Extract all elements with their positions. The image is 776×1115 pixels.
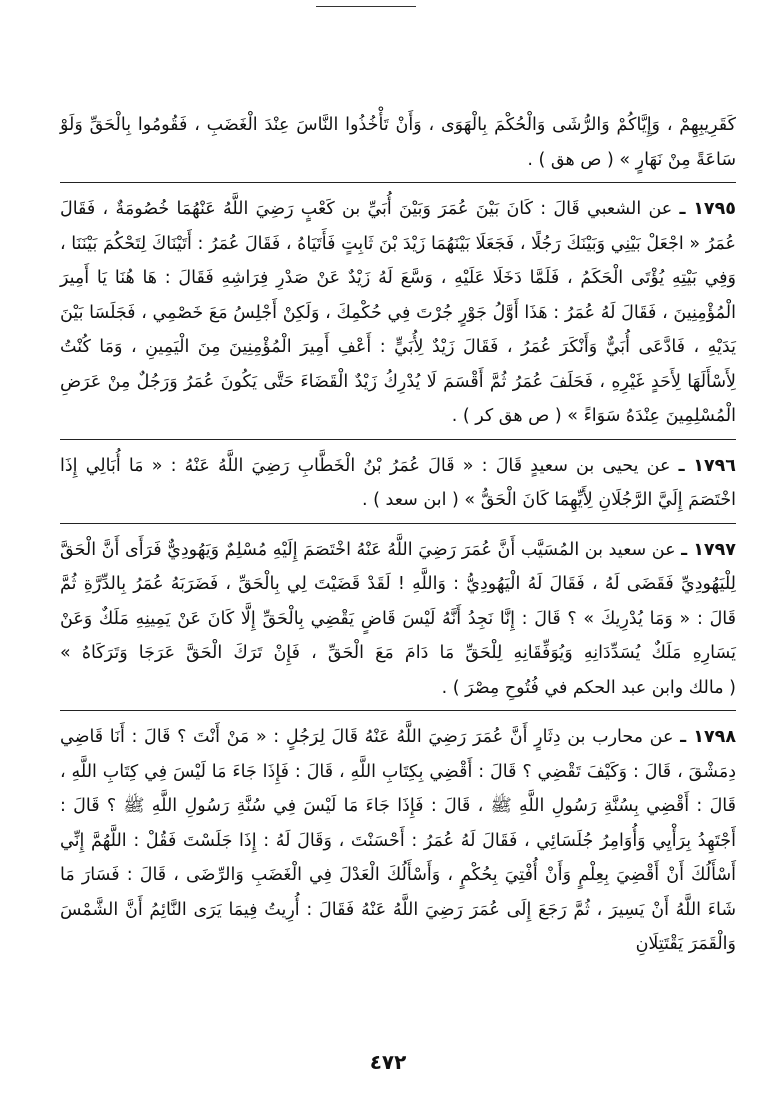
hadith-1797 bbox=[60, 533, 736, 706]
page-number: ٤٧٢ bbox=[369, 1050, 407, 1074]
source-citation: ( ابن سعد ) . bbox=[362, 490, 459, 510]
source-citation: ( مالك وابن عبد الحكم في فُتُوحِ مِصْرَ ) . bbox=[441, 677, 736, 698]
hadith-1798 bbox=[60, 720, 736, 962]
paragraph-text: عن محارب بن دِثَارٍ أَنَّ عُمَرَ رَضِيَ اللَّهُ عَنْهُ قَالَ لِرَجُلٍ : « مَنْ أَنْتَ ؟ قَالَ : أَنَا قَاضِي دِمَشْقَ ، قَالَ : وَكَيْفَ تَقْضِي ؟ قَالَ : أَقْضِي بِكِتَابِ اللَّهِ ، قَالَ : فَإِذَا جَاءَ مَا لَيْسَ فِي كِتَابِ اللَّهِ ، قَالَ : أَقْضِي بِسُنَّةِ رَسُولِ اللَّهِ ﷺ ، قَالَ : فَإِذَا جَاءَ مَا لَيْسَ فِي سُنَّةِ رَسُولِ اللَّهِ ﷺ ؟ قَالَ : أَجْتَهِدُ بِرَأْيِي وَأُوَامِرُ جُلَسَائِي ، فَقَالَ لَهُ عُمَرُ : أَحْسَنْتَ ، وَقَالَ لَهُ : إِذَا جَلَسْتَ فَقُلْ : اللَّهُمَّ إِنِّي أَسْأَلُكَ أَنْ أَقْضِيَ بِعِلْمٍ وَأَنْ أُفْتِيَ بِحُكْمٍ ، وَأَسْأَلُكَ الْعَدْلَ فِي الْغَضَبِ وَالرِّضَى ، قَالَ : فَسَارَ مَا شَاءَ اللَّهُ أَنْ يَسِيرَ ، ثُمَّ رَجَعَ إِلَى عُمَرَ رَضِيَ اللَّهُ عَنْهُ فَقَالَ : أُرِيتُ فِيمَا يَرَى النَّائِمُ أَنَّ الشَّمْسَ وَالْقَمَرَ يَقْتَتِلَانِ bbox=[60, 727, 736, 954]
paragraph-text: عن الشعبي قَالَ : كَانَ بَيْنَ عُمَرَ وَبَيْنَ أُبَيِّ بن كَعْبٍ رَضِيَ اللَّهُ عَنْهُمَا خُصُومَةٌ ، فَقَالَ عُمَرُ « اجْعَلْ بَيْنِي وَبَيْنَكَ رَجُلًا ، فَجَعَلَا بَيْنَهُمَا زَيْدَ بْنَ ثَابِتٍ فَأَتَيَاهُ ، فَقَالَ عُمَرُ : أَتَيْنَاكَ لِتَحْكُمَ بَيْنَنَا ، وَفِي بَيْتِهِ يُؤْتَى الْحَكَمُ ، فَلَمَّا دَخَلَا عَلَيْهِ ، وَسَّعَ لَهُ زَيْدٌ عَنْ صَدْرِ فِرَاشِهِ فَقَالَ : هَا هُنَا يَا أَمِيرَ الْمُؤْمِنِينَ ، فَقَالَ لَهُ عُمَرُ : هَذَا أَوَّلُ جَوْرٍ جُرْتَ فِي حُكْمِكَ ، وَلَكِنْ أَجْلِسُ مَعَ خَصْمِي ، فَجَلَسَا بَيْنَ يَدَيْهِ ، فَادَّعَى أُبَيٌّ وَأَنْكَرَ عُمَرُ ، فَقَالَ زَيْدٌ لِأُبَيٍّ : أَعْفِ أَمِيرَ الْمُؤْمِنِينَ مِنَ الْيَمِينِ ، وَمَا كُنْتُ لِأَسْأَلَهَا لِأَحَدٍ غَيْرِهِ ، فَحَلَفَ عُمَرُ ثُمَّ أَقْسَمَ لَا يُدْرِكُ زَيْدٌ الْقَضَاءَ حَتَّى يَكُونَ عُمَرُ وَرَجُلٌ مِنْ عَرَضِ الْمُسْلِمِينَ عِنْدَهُ سَوَاءً » bbox=[60, 199, 736, 426]
paragraph-continuation bbox=[60, 108, 736, 177]
source-citation: ( ص هق ) . bbox=[527, 149, 614, 170]
top-rule bbox=[316, 6, 416, 7]
paragraph-text: عن سعيد بن المُسَيَّب أَنَّ عُمَرَ رَضِيَ اللَّهُ عَنْهُ اخْتَصَمَ إِلَيْهِ مُسْلِمٌ وَيَهُودِيٌّ فَرَأَى أَنَّ الْحَقَّ لِلْيَهُودِيِّ فَقَضَى لَهُ ، فَقَالَ لَهُ الْيَهُودِيُّ : وَاللَّهِ ! لَقَدْ قَضَيْتَ لِي بِالْحَقِّ ، فَضَرَبَهُ عُمَرُ بِالدِّرَّةِ ثُمَّ قَالَ : « وَمَا يُدْرِيكَ » ؟ قَالَ : إِنَّا نَجِدُ أَنَّهُ لَيْسَ قَاضٍ يَقْضِي بِالْحَقِّ إِلَّا كَانَ عَنْ يَمِينِهِ مَلَكٌ وَعَنْ يَسَارِهِ مَلَكٌ يُسَدِّدَانِهِ وَيُوَفِّقَانِهِ لِلْحَقِّ مَا دَامَ مَعَ الْحَقِّ ، فَإِنْ تَرَكَ الْحَقَّ عَرَجَا وَتَرَكَاهُ » bbox=[60, 539, 736, 663]
paragraph-text: عن يحيى بن سعيدٍ قَالَ : « قَالَ عُمَرُ بْنُ الْخَطَّابِ رَضِيَ اللَّهُ عَنْهُ : « مَا أُبَالِي إِذَا اخْتَصَمَ إِلَيَّ الرَّجُلَانِ لِأَيِّهِمَا كَانَ الْحَقُّ » bbox=[60, 455, 736, 510]
source-citation: ( ص هق كر ) . bbox=[451, 406, 562, 426]
separator-rule bbox=[60, 439, 736, 440]
page-body bbox=[60, 108, 736, 962]
hadith-number: ١٧٩٦ ـ bbox=[678, 455, 736, 476]
paragraph-text: كَقَرِيبِهِمْ ، وَإِيَّاكُمْ وَالرُّشَى وَالْحُكْمَ بِالْهَوَى ، وَأَنْ تَأْخُذُوا النَّاسَ عِنْدَ الْغَضَبِ ، فَقُومُوا بِالْحَقِّ وَلَوْ سَاعَةً مِنْ نَهَارٍ » bbox=[60, 115, 736, 170]
separator-rule bbox=[60, 710, 736, 711]
hadith-1796 bbox=[60, 449, 736, 518]
hadith-number: ١٧٩٥ ـ bbox=[679, 199, 736, 219]
hadith-number: ١٧٩٨ ـ bbox=[680, 727, 737, 747]
separator-rule bbox=[60, 523, 736, 524]
separator-rule bbox=[60, 182, 736, 183]
hadith-number: ١٧٩٧ ـ bbox=[681, 539, 736, 560]
hadith-1795 bbox=[60, 192, 736, 434]
